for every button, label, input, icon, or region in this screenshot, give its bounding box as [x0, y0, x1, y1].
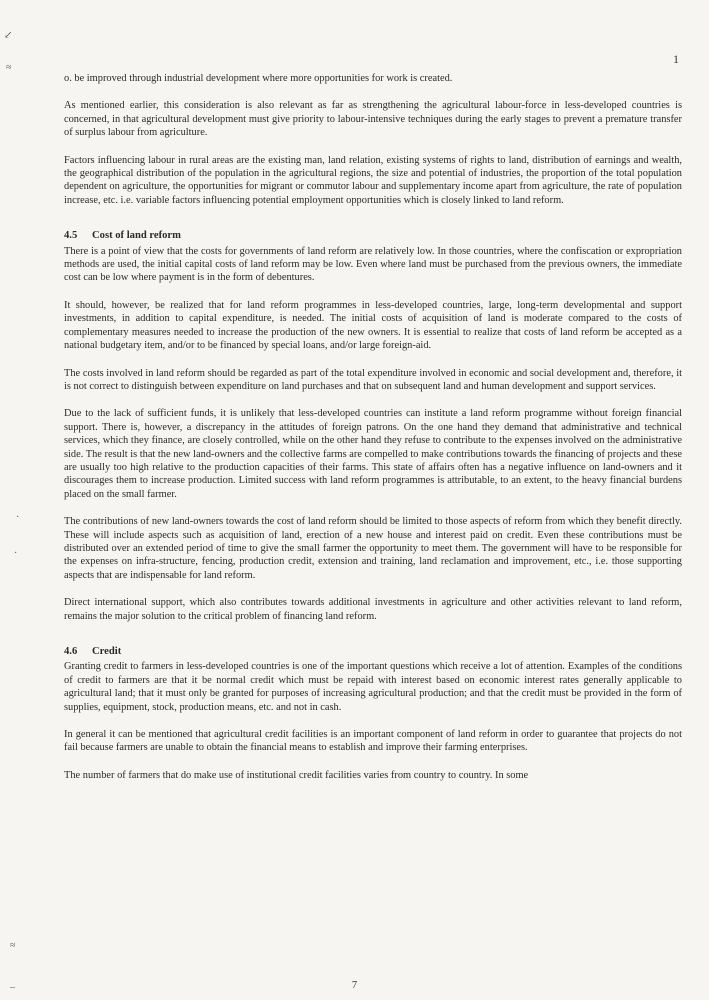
paragraph: Factors influencing labour in rural areas are the existing man, land relation, existing systems of rights to land, distribution of earnings and wealth, the geographical distribution of the population in the agricultural regions, the size and potential of industries, the proportion of the total population dependent on agriculture, the opportunities for migrant or commutor labour and supplementary income apart from agriculture, the rate of population increase, etc. i.e. variable factors influencing potential employment opportunities which is closely linked to land reform. — [64, 154, 682, 206]
section-title: Cost of land reform — [92, 230, 181, 242]
scan-artifact-mark: ≈ — [10, 940, 16, 951]
document-body — [64, 72, 682, 796]
paragraph: Direct international support, which also contributes towards additional investments in agriculture and other activities relevant to land reform, remains the major solution to the critical problem of financing land reform. — [64, 597, 682, 622]
paragraph: The costs involved in land reform should be regarded as part of the total expenditure involved in economic and social development and, therefore, it is not correct to distinguish between expenditure on land purchases and that on subsequent land and human development and support services. — [64, 367, 682, 392]
paragraph: It should, however, be realized that for land reform programmes in less-developed countries, large, long-term developmental and support investments, in addition to capital expenditure, is needed. The initial costs of acquisition of land is moderate compared to the costs of complementary measures needed to increase the production of the new owners. It is essential to realize that costs of land reform be accepted as a national budgetary item, and/or to be financed by special loans, and/or large foreign-aid. — [64, 299, 682, 352]
scan-artifact-mark: – — [10, 982, 15, 993]
paragraph: There is a point of view that the costs for governments of land reform are relatively low. In those countries, where the confiscation or expropriation methods are used, the initial capital costs of land reform may be low. Even where land must be purchased from the previous owners, the immediate cost can be low where payment is in the form of debentures. — [64, 245, 682, 284]
section-heading-4-5 — [64, 229, 682, 242]
scan-artifact-mark: ≈ — [6, 62, 12, 73]
corner-mark: 1 — [673, 52, 679, 66]
paragraph: The contributions of new land-owners towards the cost of land reform should be limited to those aspects of reform from which they benefit directly. These will include aspects such as acquisition of land, erection of a new house and interest paid on credit. Even these contributions must be distributed over an extended period of time to give the small farmer the opportunity to meet them. The government will have to be responsible for the expenses on infra-structure, fencing, production credit, extension and training, land reclamation and improvement, etc., i.e. those supporting aspects that are indispensable for land reform. — [64, 516, 682, 581]
section-title: Credit — [92, 646, 122, 657]
scan-artifact-mark: · — [14, 548, 18, 559]
section-number: 4.6 — [64, 646, 78, 657]
paragraph: The number of farmers that do make use of institutional credit facilities varies from country to country. In some — [64, 769, 529, 781]
paragraph: In general it can be mentioned that agricultural credit facilities is an important component of land reform in order to guarantee that projects do not fail because farmers are unable to obtain the financial means to establish and improve their farming enterprises. — [64, 729, 682, 754]
scan-artifact-mark: · — [16, 512, 20, 523]
paragraph: Granting credit to farmers in less-developed countries is one of the important questions which receive a lot of attention. Examples of the conditions of credit to farmers are that it be normal credit which must be repaid with interest based on economic interest rates generally applicable to agricultural land; that it must only be granted for purposes of increasing agricultural production; and that the credit must be provided in the form of supplies, equipment, stock, production means, etc. and not in cash. — [64, 661, 682, 713]
paragraph: As mentioned earlier, this consideration is also relevant as far as strengthening the agricultural labour-force in less-developed countries is concerned, in that agricultural development must give priority to labour-intensive techniques during the early stages to prevent a premature transfer of surplus labour from agriculture. — [64, 100, 682, 139]
section-heading-4-6 — [64, 645, 682, 658]
paragraph: o. be improved through industrial development where more opportunities for work is created. — [64, 73, 453, 84]
section-number: 4.5 — [64, 230, 78, 242]
page-number: 7 — [351, 980, 358, 991]
paragraph: Due to the lack of sufficient funds, it is unlikely that less-developed countries can institute a land reform programme without foreign financial support. There is, however, a discrepancy in the attitudes of foreign patrons. On the one hand they demand that administrative and technical services, which they finance, are closely controlled, while on the other hand they refuse to contribute to the expenses involved on the administrative side. The result is that the new land-owners and the collective farms are compelled to make contributions towards the financing of projects and these are usually too high relative to the production capacities of their farms. This state of affairs often has a negative influence on land-owners and it discourages them to increase production. Limited success with land reform programmes is attributable, to an extent, to the heavy financial burdens placed on the small farmer. — [64, 408, 682, 500]
scan-artifact-mark: ↙ — [4, 30, 13, 41]
